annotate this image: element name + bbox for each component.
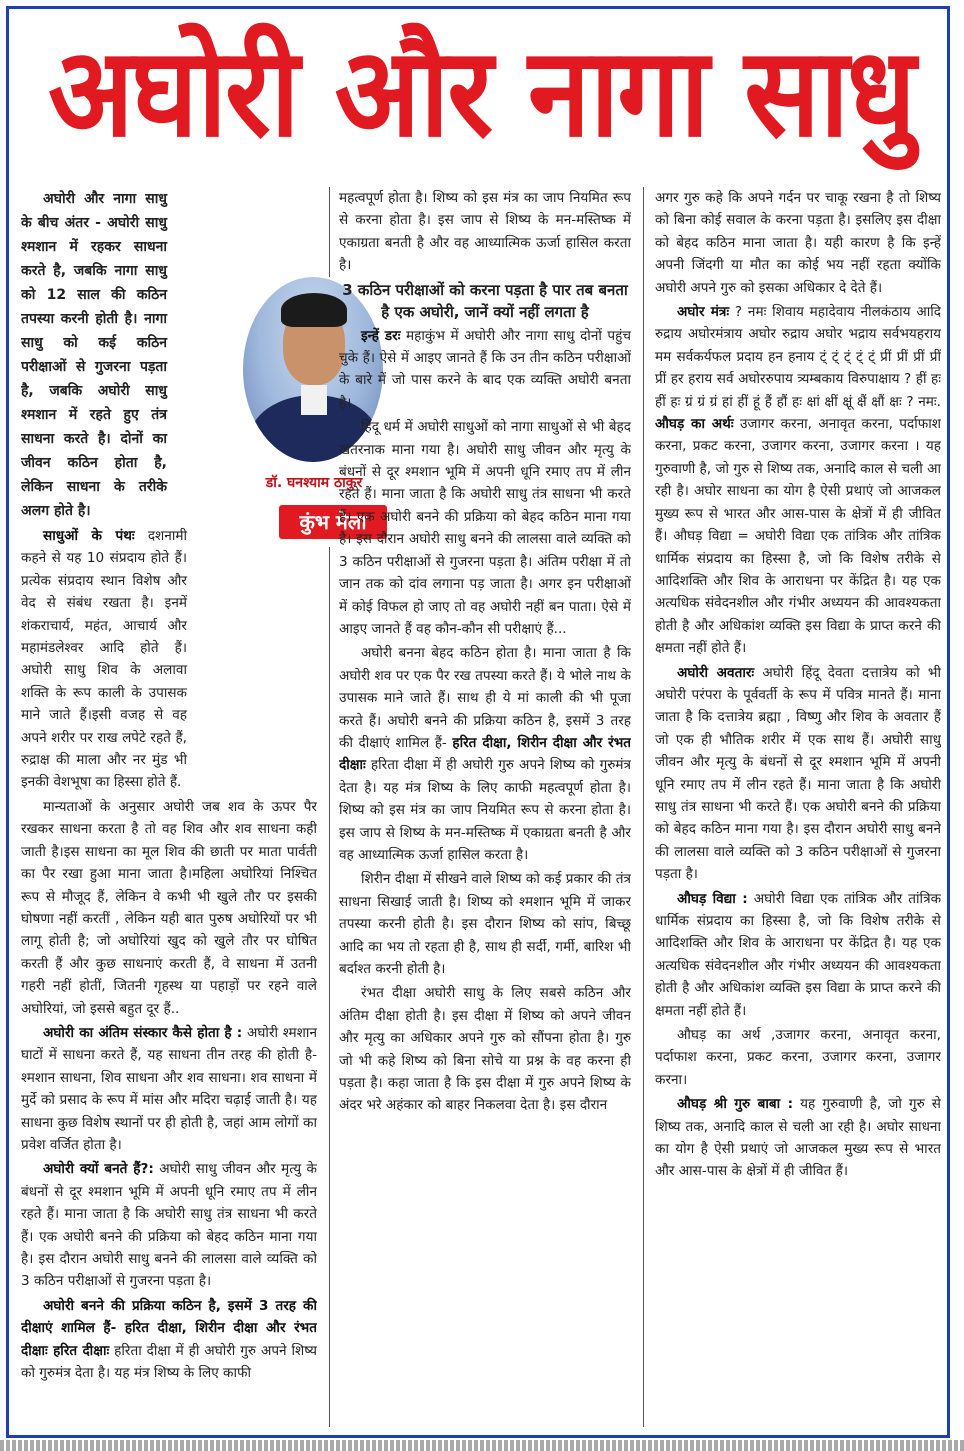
paragraph	[21, 1022, 317, 1156]
paragraph	[655, 662, 941, 886]
paragraph	[655, 1093, 941, 1183]
paragraph: हिंदू धर्म में अघोरी साधुओं को नागा साधुओं से भी बेहद खतरनाक माना गया है। अघोरी साधु जीवन और मृत्यु के बंधनों से दूर श्मशान भूमि में अपनी धूनि रमाए तप में लीन रहते हैं। माना जाता है कि अघोरी साधु तंत्र साधना भी करते हैं। एक अघोरी बनने की प्रक्रिया को बेहद कठिन माना गया है। इस दौरान अघोरी साधु बनने की लालसा वाले व्यक्ति को 3 कठिन परीक्षाओं से गुजरना पड़ता है। अंतिम परीक्षा में तो जान तक को दांव लगाना पड़ जाता है। अगर इन परीक्षाओं में कोई विफल हो जाए तो वह अघोरी नहीं बन पाता। ऐसे में आइए जानते हैं वह कौन-कौन सी परीक्षाएं हैं...	[339, 419, 631, 637]
paragraph-text: ? नमः शिवाय महादेवाय नीलकंठाय आदि रुद्राय अघोरमंत्राय अघोर रुद्राय अघोर भद्राय सर्वभयहराय मम सर्वकर्यफल प्रदाय हन हनाय ट्ं ट्ं ट्ं ट्ं ट्ं प्रीं प्रीं प्रीं प्रीं प्रीं हर हराय सर्व अघोररुपाय त्र्यम्बकाय विरुपाक्षाय ? हीं हः हीं हः ग्रं ग्रं ग्रं हां हीं हूं हैं हौं हः क्षां क्षीं क्षूं क्षैं क्षौं क्षः ? नमः.	[655, 304, 941, 410]
section-heading: इन्हें डरः	[361, 327, 401, 344]
paragraph-text: अघोरी श्मशान घाटों में साधना करते हैं, यह साधना तीन तरह की होती है- श्मशान साधना, शिव साधना और शव साधना। शव साधना में मुर्दे को प्रसाद के रूप में मांस और मदिरा चढ़ाई जाती है। यह साधना कुछ विशेष स्थानों पर ही होती है, जहां आम लोगों का प्रवेश वर्जित होता है।	[21, 1024, 317, 1153]
section-heading: अघोर मंत्रः	[677, 304, 730, 321]
paragraph	[655, 301, 941, 660]
section-heading: अघोरी क्यों बनते हैं?:	[43, 1161, 154, 1178]
section-heading: अघोरी का अंतिम संस्कार कैसे होता है :	[43, 1024, 243, 1041]
paragraph	[21, 1158, 317, 1292]
lead-paragraph: अघोरी और नागा साधु के बीच अंतर - अघोरी साधु श्मशान में रहकर साधना करते है, जबकि नागा साधु को 12 साल की कठिन तपस्या करनी होती है। नागा साधु को कई कठिन परीक्षाओं से गुजरना पड़ता है, जबकि अघोरी साधु श्मशान में रहते हुए तंत्र साधना करते है। दोनों का जीवन कठिन होता है, लेकिन साधना के तरीके अलग होते है।	[21, 191, 167, 519]
paragraph: अगर गुरु कहे कि अपने गर्दन पर चाकू रखना है तो शिष्य को बिना कोई सवाल के करना पड़ता है। इसलिए इस दीक्षा को बेहद कठिन माना जाता है। यही कारण है कि इन्हें अपनी जिंदगी या मौत का कोई भय नहीं रहता क्योंकि अघोरी अपने गुरु को इसका अधिकार दे देते हैं।	[655, 190, 941, 296]
paragraph	[21, 1295, 317, 1385]
paragraph	[339, 325, 631, 415]
paragraph-text: हरिता दीक्षा में ही अघोरी गुरु अपने शिष्य को गुरुमंत्र देता है। यह मंत्र शिष्य के लिए काफी महत्वपूर्ण होता है। शिष्य को इस मंत्र का जाप नियमित रूप से करना होता है। इस जाप से शिष्य के मन-मस्तिष्क में एकाग्रता बनती है और वह आध्यात्मिक ऊर्जा हासिल करता है।	[339, 757, 631, 863]
paragraph: मान्यताओं के अनुसार अघोरी जब शव के ऊपर पैर रखकर साधना करता है तो वह शिव और शव साधना कही जाती है।इस साधना का मूल शिव की छाती पर माता पार्वती का पैर रखा हुआ माना जाता है।महिला अघोरियां निश्चित रूप से मौजूद हैं, लेकिन वे कभी भी खुले तौर पर इसकी घोषणा नहीं करतीं , लेकिन यही बात पुरुष अघोरियों पर भी लागू होती है; जो अघोरियां खुद को खुले तौर पर घोषित करती हैं और कुछ साधनाएं करती हैं, वे साधना में उतनी गहरी नहीं होतीं, जितनी गृहस्थ या पहाड़ों पर रहने वाले अघोरियां, जो इससे बहुत दूर हैं..	[21, 798, 317, 1017]
paragraph-text: अघोरी बनना बेहद कठिन होता है। माना जाता है कि अघोरी शव पर एक पैर रख तपस्या करते हैं। ये भोले नाथ के उपासक माने जाते हैं। साथ ही ये मां काली की भी पूजा करते हैं। अघोरी बनने की प्रक्रिया कठिन है, इसमें 3 तरह की दीक्षाएं शामिल हैं-	[339, 645, 631, 751]
section-heading: अघोरी बनने की प्रक्रिया कठिन है, इसमें 3 तरह की दीक्षाएं शामिल हैं- हरित दीक्षा, शिरीन दीक्षा और रंभत दीक्षाः हरित दीक्षाः	[21, 1297, 317, 1359]
author-caption: डॉ. घनश्याम ठाकुर	[265, 475, 363, 491]
paragraph-text: अघोरी साधु जीवन और मृत्यु के बंधनों से दूर श्मशान भूमि में अपनी धूनि रमाए तप में लीन रहते हैं। माना जाता है कि अघोरी साधु तंत्र साधना भी करते हैं। एक अघोरी बनने की प्रक्रिया को बेहद कठिन माना गया है। इस दौरान अघोरी साधु बनने की लालसा वाले व्यक्ति को 3 कठिन परीक्षाओं से गुजरना पड़ता है।	[21, 1161, 317, 1290]
paragraph: महत्वपूर्ण होता है। शिष्य को इस मंत्र का जाप नियमित रूप से करना होता है। इस जाप से शिष्य के मन-मस्तिष्क में एकाग्रता बनती है और वह आध्यात्मिक ऊर्जा हासिल करता है।	[339, 190, 631, 274]
newspaper-page	[6, 6, 950, 1438]
paragraph-text: अघोरी विद्या एक तांत्रिक और तांत्रिक धार्मिक संप्रदाय का हिस्सा है, जो कि विशेष तरीके से आदिशक्ति और शिव के आराधना पर केंद्रित है। यह एक अत्यधिक संवेदनशील और गंभीर अध्ययन की आवश्यकता होती है और अधिकांश व्यक्ति इस विद्या के प्राप्त करने की क्षमता नहीं होते हैं।	[655, 890, 941, 1019]
bottom-rule	[0, 1440, 964, 1451]
paragraph	[339, 642, 631, 866]
paragraph: रंभत दीक्षा अघोरी साधु के लिए सबसे कठिन और अंतिम दीक्षा होती है। इस दीक्षा में शिष्य को अपने जीवन और मृत्यु का अधिकार अपने गुरु को सौंपना होता है। गुरु जो भी कहे शिष्य को बिना सोचे या प्रश्न के वह करना ही पड़ता है। कहा जाता है कि इस दीक्षा में गुरु अपने शिष्य के अंदर भरे अहंकार को बाहर निकलवा देता है। इस दौरान	[339, 985, 631, 1114]
paragraph	[655, 888, 941, 1022]
paragraph-text: हरिता दीक्षा में ही अघोरी गुरु अपने शिष्य को गुरुमंत्र देता है। यह मंत्र शिष्य के लिए काफी	[21, 1342, 317, 1382]
paragraph: शिरीन दीक्षा में सीखने वाले शिष्य को कई प्रकार की तंत्र साधना सिखाई जाती है। शिष्य को श्मशान भूमि में जाकर तपस्या करनी होती है। इस दौरान शिष्य को सांप, बिच्छू आदि का भय तो रहता ही है, साथ ही सर्दी, गर्मी, बारिश भी बर्दाश्त करनी होती है।	[339, 871, 631, 977]
section-heading: औघड़ श्री गुरु बाबा :	[677, 1096, 794, 1113]
paragraph-text: महाकुंभ में अघोरी और नागा साधु दोनों पहुंच चुके हैं। ऐसे में आइए जानते हैं कि उन तीन कठिन परीक्षाओं के बारे में जो पास करने के बाद एक व्यक्ति अघोरी बनता है।	[339, 327, 631, 411]
section-heading: औघड़ विद्या :	[677, 890, 748, 907]
column-2	[339, 187, 631, 1427]
subheading: 3 कठिन परीक्षाओं को करना पड़ता है पार तब बनता है एक अघोरी, जानें क्यों नहीं लगता है	[342, 280, 628, 321]
section-badge: कुंभ मेला	[279, 505, 387, 539]
headline: अघोरी और नागा साधु	[48, 21, 914, 165]
paragraph-text: अघोरी हिंदू देवता दत्तात्रेय को भी अघोरी परंपरा के पूर्ववर्ती के रूप में पवित्र मानते हैं। माना जाता है कि दत्तात्रेय ब्रह्मा , विष्णु और शिव के अवतार हैं जो एक ही भौतिक शरीर में एक साथ हैं। अघोरी साधु जीवन और मृत्यु के बंधनों से दूर श्मशान भूमि में अपनी धूनि रमाए तप में लीन रहते हैं। माना जाता है कि अघोरी साधु तंत्र साधना भी करते हैं। एक अघोरी बनने की प्रक्रिया को बेहद कठिन माना गया है। इस दौरान अघोरी साधु बनने की लालसा वाले व्यक्ति को 3 कठिन परीक्षाओं से गुजरना पड़ता है।	[655, 664, 941, 883]
paragraph-text: दशनामी कहने से यह 10 संप्रदाय होते हैं। प्रत्येक संप्रदाय स्थान विशेष और वेद से संबंध रखता है। इनमें शंकराचार्य, महंत, आचार्य और महामंडलेश्वर आदि होते हैं। अघोरी साधु शिव के अलावा शक्ति के रूप काली के उपासक माने जाते हैं।इसी वजह से वह अपने शरीर पर राख लपेटे रहते हैं, रुद्राक्ष की माला और नर मुंड भी इनकी वेशभूषा का हिस्सा होते हैं.	[21, 528, 187, 791]
section-heading: साधुओं के पंथः	[43, 528, 135, 544]
section-heading: औघड़ का अर्थः	[655, 416, 734, 433]
paragraph: औघड़ का अर्थ ,उजागर करना, अनावृत करना, पर्दाफाश करना, प्रकट करना, उजागर करना, उजागर करना।	[655, 1027, 941, 1088]
section-heading: अघोरी अवतारः	[677, 664, 755, 681]
paragraph	[21, 525, 187, 794]
paragraph-text: उजागर करना, अनावृत करना, पर्दाफाश करना, प्रकट करना, उजागर करना, उजागर करना । यह गुरुवाणी है, जो गुरु से शिष्य तक, अनादि काल से चली आ रही है। अघोर साधना का योग है ऐसी प्रथाएं जो आजकल मुख्य रूप से भारत और आस-पास के क्षेत्रों में ही जीवित हैं। औघड़ विद्या = अघोरी विद्या एक तांत्रिक और तांत्रिक धार्मिक संप्रदाय का हिस्सा है, जो कि विशेष तरीके से आदिशक्ति और शिव के आराधना पर केंद्रित है। यह एक अत्यधिक संवेदनशील और गंभीर अध्ययन की आवश्यकता होती है और अधिकांश व्यक्ति इस विद्या के प्राप्त करने की क्षमता नहीं होते हैं।	[655, 416, 941, 657]
column-divider	[643, 187, 644, 1427]
column-3	[655, 187, 941, 1427]
section-heading: हरित दीक्षा, शिरीन दीक्षा और रंभत दीक्षाः	[339, 734, 631, 774]
paragraph-text: यह गुरुवाणी है, जो गुरु से शिष्य तक, अनादि काल से चली आ रही है। अघोर साधना का योग है ऐसी प्रथाएं जो आजकल मुख्य रूप से भारत और आस-पास के क्षेत्रों में ही जीवित हैं।	[655, 1096, 941, 1180]
